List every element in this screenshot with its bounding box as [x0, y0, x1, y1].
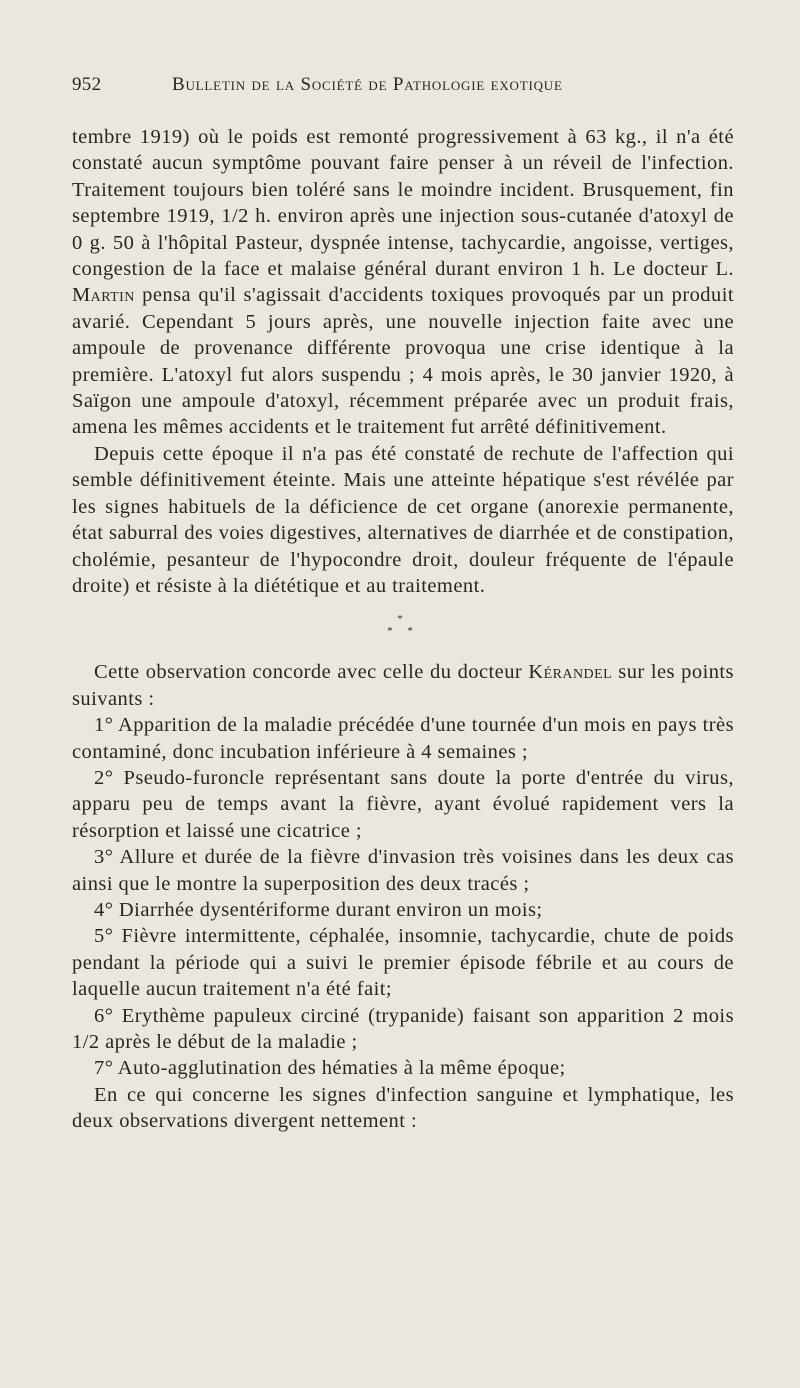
list-item-7: 7° Auto-agglutination des hématies à la même époque; — [94, 1057, 566, 1080]
separator-stars-bottom: * * — [387, 625, 419, 638]
paragraph-comparison-intro: Cette observation concorde avec celle du docteur Kérandel sur les points suivants : — [72, 661, 734, 710]
author-name-kerandel: Kérandel — [528, 661, 613, 684]
list-item-5: 5° Fièvre intermittente, céphalée, insomnie, tachycardie, chute de poids pendant la période qui a suivi le premier épisode fébrile et au cours de laquelle aucun traitement n'a été fait; — [72, 925, 734, 1001]
paragraph-divergence: En ce qui concerne les signes d'infection sanguine et lymphatique, les deux observations divergent nettement : — [72, 1083, 734, 1133]
paragraph-continued: tembre 1919) où le poids est remonté progressivement à 63 kg., il n'a été constaté aucun symptôme pouvant faire penser à un réveil de l'infection. Traitement toujours bien toléré sans le moindre incident. Brusquement, fin septembre 1919, 1/2 h. environ après une injection sous-cutanée d'atoxyl de 0 g. 50 à l'hôpital Pasteur, dyspnée intense, tachycardie, angoisse, vertiges, congestion de la face et malaise général durant environ 1 h. Le docteur L. Martin pensa qu'il s'agissait d'accidents toxiques provoqués par un produit avarié. Cependant 5 jours après, une nouvelle injection faite avec une ampoule de provenance différente provoqua une crise identique à la première. L'atoxyl fut alors suspendu ; 4 mois après, le 30 janvier 1920, à Saïgon une ampoule d'atoxyl, récemment préparée avec un produit frais, amena les mêmes accidents et le traitement fut arrêté définitivement. — [72, 126, 734, 439]
running-title: Bulletin de la Société de Pathologie exotique — [172, 74, 563, 95]
list-item-6: 6° Erythème papuleux circiné (trypanide) faisant son apparition 2 mois 1/2 après le début de la maladie ; — [72, 1004, 734, 1053]
list-item-2: 2° Pseudo-furoncle représentant sans doute la porte d'entrée du virus, apparu peu de temps avant la fièvre, ayant évolué rapidement vers la résorption et laissé une cicatrice ; — [72, 766, 734, 842]
list-item-1: 1° Apparition de la maladie précédée d'une tournée d'un mois en pays très contaminé, donc incubation inférieure à 4 semaines ; — [72, 714, 734, 763]
separator-star-top: * — [397, 613, 409, 626]
list-item-4: 4° Diarrhée dysentériforme durant environ un mois; — [94, 898, 543, 921]
body-text — [72, 124, 734, 1135]
page-number: 952 — [72, 74, 102, 95]
list-item-3: 3° Allure et durée de la fièvre d'invasion très voisines dans les deux cas ainsi que le montre la superposition des deux tracés ; — [72, 846, 734, 895]
section-separator — [72, 613, 734, 637]
author-name-martin: Martin — [72, 284, 135, 307]
paragraph-hepatic: Depuis cette époque il n'a pas été constaté de rechute de l'affection qui semble définitivement éteinte. Mais une atteinte hépatique s'est révélée par les signes habituels de la déficience de cet organe (anorexie permanente, état saburral des voies digestives, alternatives de diarrhée et de constipation, cholémie, pesanteur de l'hypocondre droit, douleur fréquente de l'épaule droite) et résiste à la diététique et au traitement. — [72, 442, 734, 597]
